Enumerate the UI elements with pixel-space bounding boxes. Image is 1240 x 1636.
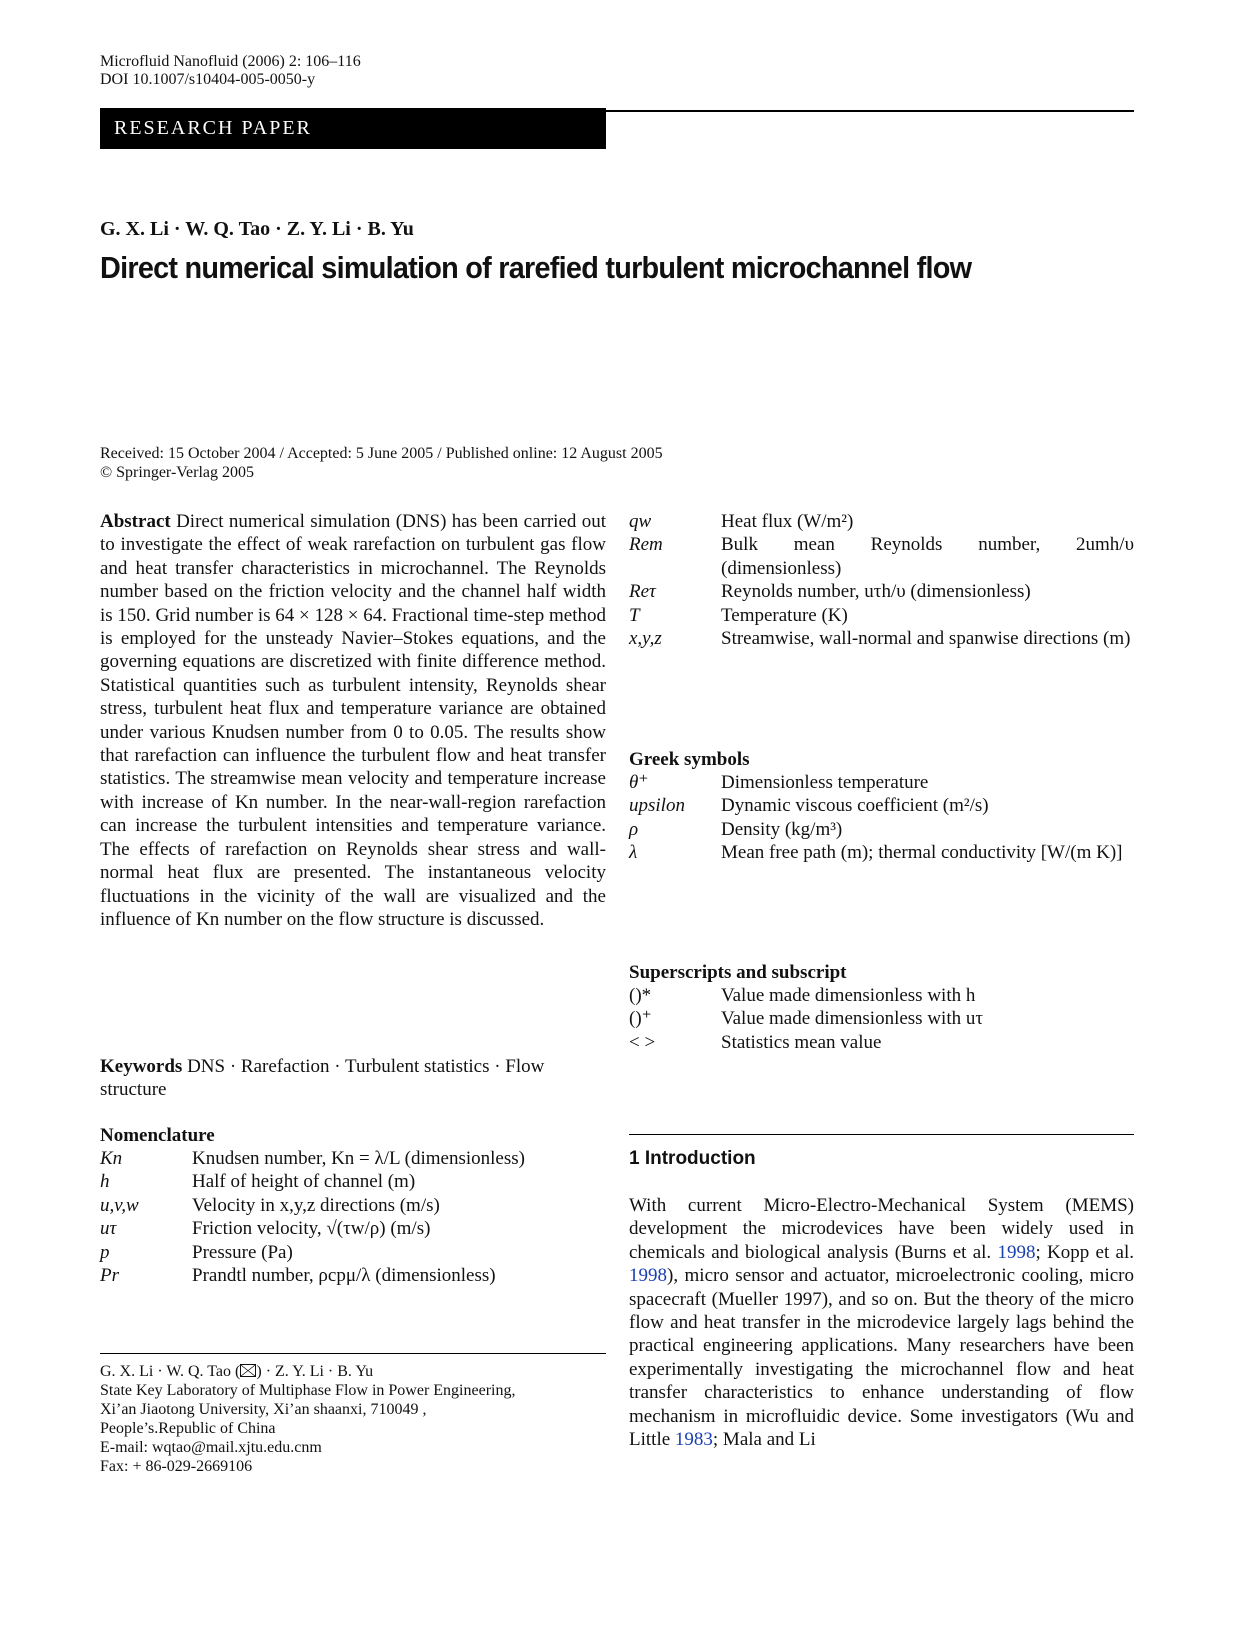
- intro-text: ; Mala and Li: [712, 1429, 816, 1451]
- affiliation-line: Xi’an Jiaotong University, Xi’an shaanxi, 710049 ,: [100, 1401, 427, 1418]
- copyright: © Springer-Verlag 2005: [100, 464, 255, 481]
- superscripts-title: Superscripts and subscript: [629, 962, 847, 983]
- definition: Value made dimensionless with uτ: [721, 1008, 983, 1030]
- symbol: T: [629, 604, 640, 626]
- dates-line: Received: 15 October 2004 / Accepted: 5 June 2005 / Published online: 12 August 2005: [100, 445, 663, 462]
- superscript-row: [629, 984, 1134, 1007]
- symbol: h: [100, 1171, 110, 1193]
- intro-text: With current Micro-Electro-Mechanical System (MEMS) development the microdevices have been widely used in chemicals and biological analysis (Burns et al.: [629, 1195, 1134, 1263]
- doi: DOI 10.1007/s10404-005-0050-y: [100, 71, 316, 88]
- nomenclature-row: [629, 580, 1134, 603]
- symbol: x,y,z: [629, 628, 662, 650]
- definition: Prandtl number, ρcpμ/λ (dimensionless): [192, 1265, 496, 1287]
- journal-citation: Microfluid Nanofluid (2006) 2: 106–116: [100, 53, 361, 70]
- keywords-label: Keywords: [100, 1056, 183, 1077]
- citation-link[interactable]: 1998: [997, 1241, 1036, 1263]
- definition: Reynolds number, uτh/υ (dimensionless): [721, 581, 1031, 603]
- definition: Streamwise, wall-normal and spanwise directions (m): [721, 628, 1131, 650]
- nomenclature-row: [629, 604, 1134, 627]
- symbol: qw: [629, 511, 652, 532]
- author-list: G. X. Li · W. Q. Tao · Z. Y. Li · B. Yu: [100, 218, 414, 240]
- intro-text: ), micro sensor and actuator, microelectronic cooling, micro spacecraft (Mueller 1997), and so on. But the theory of the micro flow and heat transfer in the microdevice largely lags behind the practical engineering applications. Many researchers have been experimentally investigating the microchannel flow and heat transfer characteristics to enhance understanding of flow mechanism in microfluidic device. Some investigators (Wu and Little: [629, 1265, 1134, 1451]
- symbol: λ: [629, 842, 638, 864]
- superscripts: [629, 961, 1134, 1054]
- section-rule: [629, 1134, 1134, 1135]
- symbol: Reτ: [629, 581, 656, 603]
- definition: Pressure (Pa): [192, 1241, 293, 1263]
- header-rule: [606, 110, 1134, 112]
- definition: Dimensionless temperature: [721, 772, 929, 793]
- definition: Statistics mean value: [721, 1031, 882, 1053]
- nomenclature-row: [629, 627, 1134, 650]
- symbol: u,v,w: [100, 1194, 139, 1216]
- symbol: < >: [629, 1031, 656, 1053]
- definition: Dynamic viscous coefficient (m²/s): [721, 795, 989, 817]
- nomenclature-row: [100, 1147, 606, 1170]
- citation-link[interactable]: 1983: [674, 1429, 713, 1451]
- superscript-row: [629, 1007, 1134, 1030]
- abstract-text: Direct numerical simulation (DNS) has been carried out to investigate the effect of weak rarefaction on turbulent gas flow and heat transfer characteristics in microchannel. The Reynolds number based on the friction velocity and the channel half width is 150. Grid number is 64 × 128 × 64. Fractional time-step method is employed for the unsteady Navier–Stokes equations, and the governing equations are discretized with finite difference method. Statistical quantities such as turbulent intensity, Reynolds shear stress, turbulent heat flux and temperature variance are obtained under various Knudsen number from 0 to 0.05. The results show that rarefaction can influence the turbulent flow and heat transfer statistics. The streamwise mean velocity and temperature increase with increase of Kn number. In the near-wall-region rarefaction can increase the turbulent intensities and temperature variance. The effects of rarefaction on Reynolds shear stress and wall-normal heat flux are presented. The instantaneous velocity fluctuations in the vicinity of the wall are visualized and the influence of Kn number on the flow structure is discussed.: [100, 511, 607, 930]
- nomenclature-title: Nomenclature: [100, 1125, 215, 1146]
- journal-header: [100, 53, 361, 89]
- greek-row: [629, 818, 1134, 841]
- definition: Heat flux (W/m²): [721, 511, 854, 532]
- nomenclature-continued: [629, 510, 1134, 650]
- nomenclature-row: [100, 1194, 606, 1217]
- symbol: ()⁺: [629, 1008, 652, 1030]
- affiliation: [100, 1362, 515, 1476]
- greek-row: [629, 841, 1134, 864]
- envelope-icon: [240, 1364, 256, 1377]
- greek-title: Greek symbols: [629, 749, 750, 770]
- paper-title: Direct numerical simulation of rarefied turbulent microchannel flow: [100, 250, 972, 285]
- publication-dates: [100, 444, 663, 482]
- affiliation-names: [100, 1362, 515, 1381]
- intro-text: ; Kopp et al.: [1035, 1241, 1134, 1263]
- symbol: θ⁺: [629, 772, 649, 793]
- definition: Velocity in x,y,z directions (m/s): [192, 1194, 440, 1216]
- affiliation-line: People’s.Republic of China: [100, 1420, 276, 1437]
- nomenclature-row: [100, 1170, 606, 1193]
- footnote-rule: [100, 1353, 606, 1354]
- greek-row: [629, 794, 1134, 817]
- superscript-row: [629, 1031, 1134, 1054]
- introduction-text: [629, 1194, 1134, 1451]
- author-names-tail: ) · Z. Y. Li · B. Yu: [256, 1363, 374, 1380]
- symbol: Kn: [100, 1148, 123, 1169]
- definition: Temperature (K): [721, 604, 848, 626]
- nomenclature-row: [100, 1217, 606, 1240]
- symbol: upsilon: [629, 795, 685, 817]
- greek-row: [629, 771, 1134, 794]
- nomenclature-row: [100, 1264, 606, 1287]
- definition: Half of height of channel (m): [192, 1171, 416, 1193]
- definition: Density (kg/m³): [721, 818, 843, 840]
- keywords-text: DNS · Rarefaction · Turbulent statistics · Flow structure: [100, 1056, 545, 1101]
- introduction-title: 1 Introduction: [629, 1148, 756, 1169]
- symbol: Pr: [100, 1265, 119, 1287]
- section-banner: RESEARCH PAPER: [100, 108, 606, 149]
- abstract-label: Abstract: [100, 511, 171, 532]
- greek-symbols: [629, 748, 1134, 865]
- symbol: Rem: [629, 534, 663, 556]
- nomenclature-row: [629, 533, 1134, 580]
- nomenclature: [100, 1124, 606, 1287]
- definition: Knudsen number, Kn = λ/L (dimensionless): [192, 1148, 525, 1169]
- author-names: G. X. Li · W. Q. Tao (: [100, 1363, 241, 1380]
- symbol: ()*: [629, 985, 652, 1006]
- symbol: p: [100, 1241, 110, 1263]
- definition: Value made dimensionless with h: [721, 985, 976, 1006]
- email[interactable]: E-mail: wqtao@mail.xjtu.edu.cnm: [100, 1439, 322, 1456]
- definition: Bulk mean Reynolds number, 2umh/υ (dimensionless): [721, 534, 1134, 579]
- fax: Fax: + 86-029-2669106: [100, 1458, 253, 1475]
- affiliation-line: State Key Laboratory of Multiphase Flow in Power Engineering,: [100, 1382, 516, 1399]
- nomenclature-row: [100, 1241, 606, 1264]
- keywords: [100, 1055, 606, 1102]
- citation-link[interactable]: 1998: [629, 1265, 667, 1287]
- nomenclature-row: [629, 510, 1134, 533]
- symbol: ρ: [629, 818, 639, 840]
- definition: Mean free path (m); thermal conductivity [W/(m K)]: [721, 842, 1123, 864]
- symbol: uτ: [100, 1218, 117, 1240]
- abstract: [100, 510, 606, 931]
- left-column: [100, 510, 606, 931]
- definition: Friction velocity, √(τw/ρ) (m/s): [192, 1218, 431, 1240]
